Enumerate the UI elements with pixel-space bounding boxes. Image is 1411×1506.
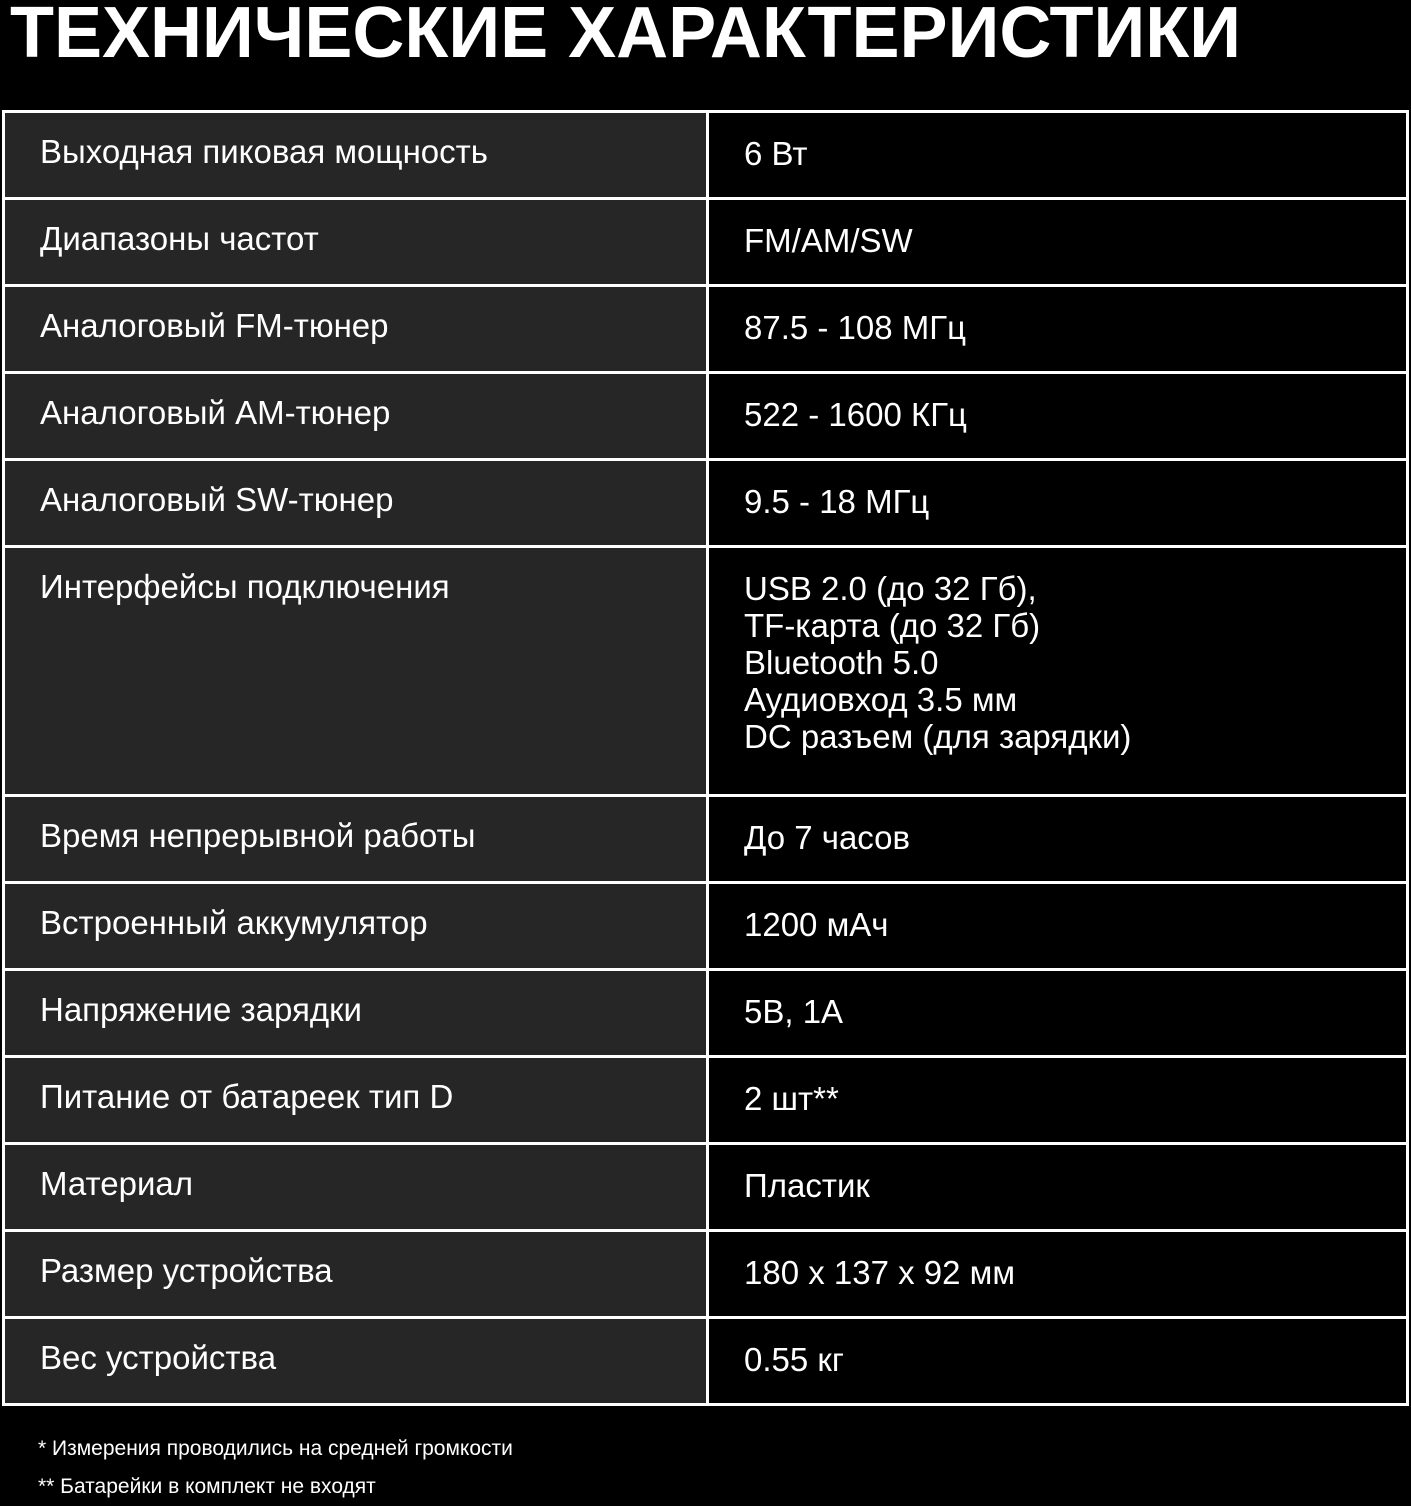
spec-value-cell: [708, 199, 1408, 286]
spec-name-cell: Время непрерывной работы: [4, 796, 708, 883]
spec-value-line: 2 шт**: [744, 1080, 839, 1117]
spec-value-line: 1200 мАч: [744, 906, 889, 943]
specs-table: [2, 110, 1409, 1406]
spec-value-line: FM/AM/SW: [744, 222, 913, 259]
spec-value-line: Bluetooth 5.0: [744, 644, 939, 681]
spec-value-cell: [708, 1318, 1408, 1405]
spec-value-cell: [708, 796, 1408, 883]
table-row: [4, 547, 1408, 796]
spec-name-cell: Аналоговый АМ-тюнер: [4, 373, 708, 460]
table-row: [4, 883, 1408, 970]
spec-value-cell: [708, 970, 1408, 1057]
spec-name-cell: Аналоговый FM-тюнер: [4, 286, 708, 373]
spec-name-cell: Вес устройства: [4, 1318, 708, 1405]
table-row: [4, 796, 1408, 883]
spec-name-cell: Напряжение зарядки: [4, 970, 708, 1057]
table-row: [4, 1231, 1408, 1318]
spec-value-cell: [708, 373, 1408, 460]
footnote: * Измерения проводились на средней громкости: [38, 1437, 513, 1460]
spec-value-line: 6 Вт: [744, 135, 808, 172]
spec-name-cell: Питание от батареек тип D: [4, 1057, 708, 1144]
spec-value-line: 9.5 - 18 МГц: [744, 483, 930, 520]
spec-name-cell: Размер устройства: [4, 1231, 708, 1318]
table-row: [4, 1144, 1408, 1231]
spec-value-cell: [708, 286, 1408, 373]
spec-value-line: 5В, 1А: [744, 993, 844, 1030]
table-row: [4, 286, 1408, 373]
spec-value-cell: [708, 112, 1408, 199]
table-row: [4, 1318, 1408, 1405]
table-row: [4, 1057, 1408, 1144]
spec-value-line: 180 х 137 х 92 мм: [744, 1254, 1016, 1291]
table-row: [4, 970, 1408, 1057]
table-row: [4, 112, 1408, 199]
table-row: [4, 460, 1408, 547]
spec-value-line: Пластик: [744, 1167, 870, 1204]
spec-value-line: Аудиовход 3.5 мм: [744, 681, 1018, 718]
footnotes: [38, 1430, 513, 1506]
spec-value-line: TF-карта (до 32 Гб): [744, 607, 1041, 644]
table-row: [4, 199, 1408, 286]
spec-value-cell: [708, 1231, 1408, 1318]
spec-value-cell: [708, 460, 1408, 547]
spec-name-cell: Интерфейсы подключения: [4, 547, 708, 796]
page-title: ТЕХНИЧЕСКИЕ ХАРАКТЕРИСТИКИ: [10, 0, 1241, 72]
spec-value-line: 0.55 кг: [744, 1341, 844, 1378]
spec-value-cell: [708, 1144, 1408, 1231]
spec-name-cell: Встроенный аккумулятор: [4, 883, 708, 970]
spec-name-cell: Диапазоны частот: [4, 199, 708, 286]
spec-name-cell: Выходная пиковая мощность: [4, 112, 708, 199]
spec-value-line: USB 2.0 (до 32 Гб),: [744, 570, 1037, 607]
footnote: ** Батарейки в комплект не входят: [38, 1475, 376, 1498]
spec-value-line: До 7 часов: [744, 819, 911, 856]
spec-value-line: 87.5 - 108 МГц: [744, 309, 967, 346]
table-row: [4, 373, 1408, 460]
spec-value-cell: [708, 1057, 1408, 1144]
spec-name-cell: Аналоговый SW-тюнер: [4, 460, 708, 547]
spec-value-line: 522 - 1600 КГц: [744, 396, 967, 433]
spec-value-line: DC разъем (для зарядки): [744, 718, 1132, 755]
spec-name-cell: Материал: [4, 1144, 708, 1231]
spec-value-cell: [708, 547, 1408, 796]
spec-value-cell: [708, 883, 1408, 970]
